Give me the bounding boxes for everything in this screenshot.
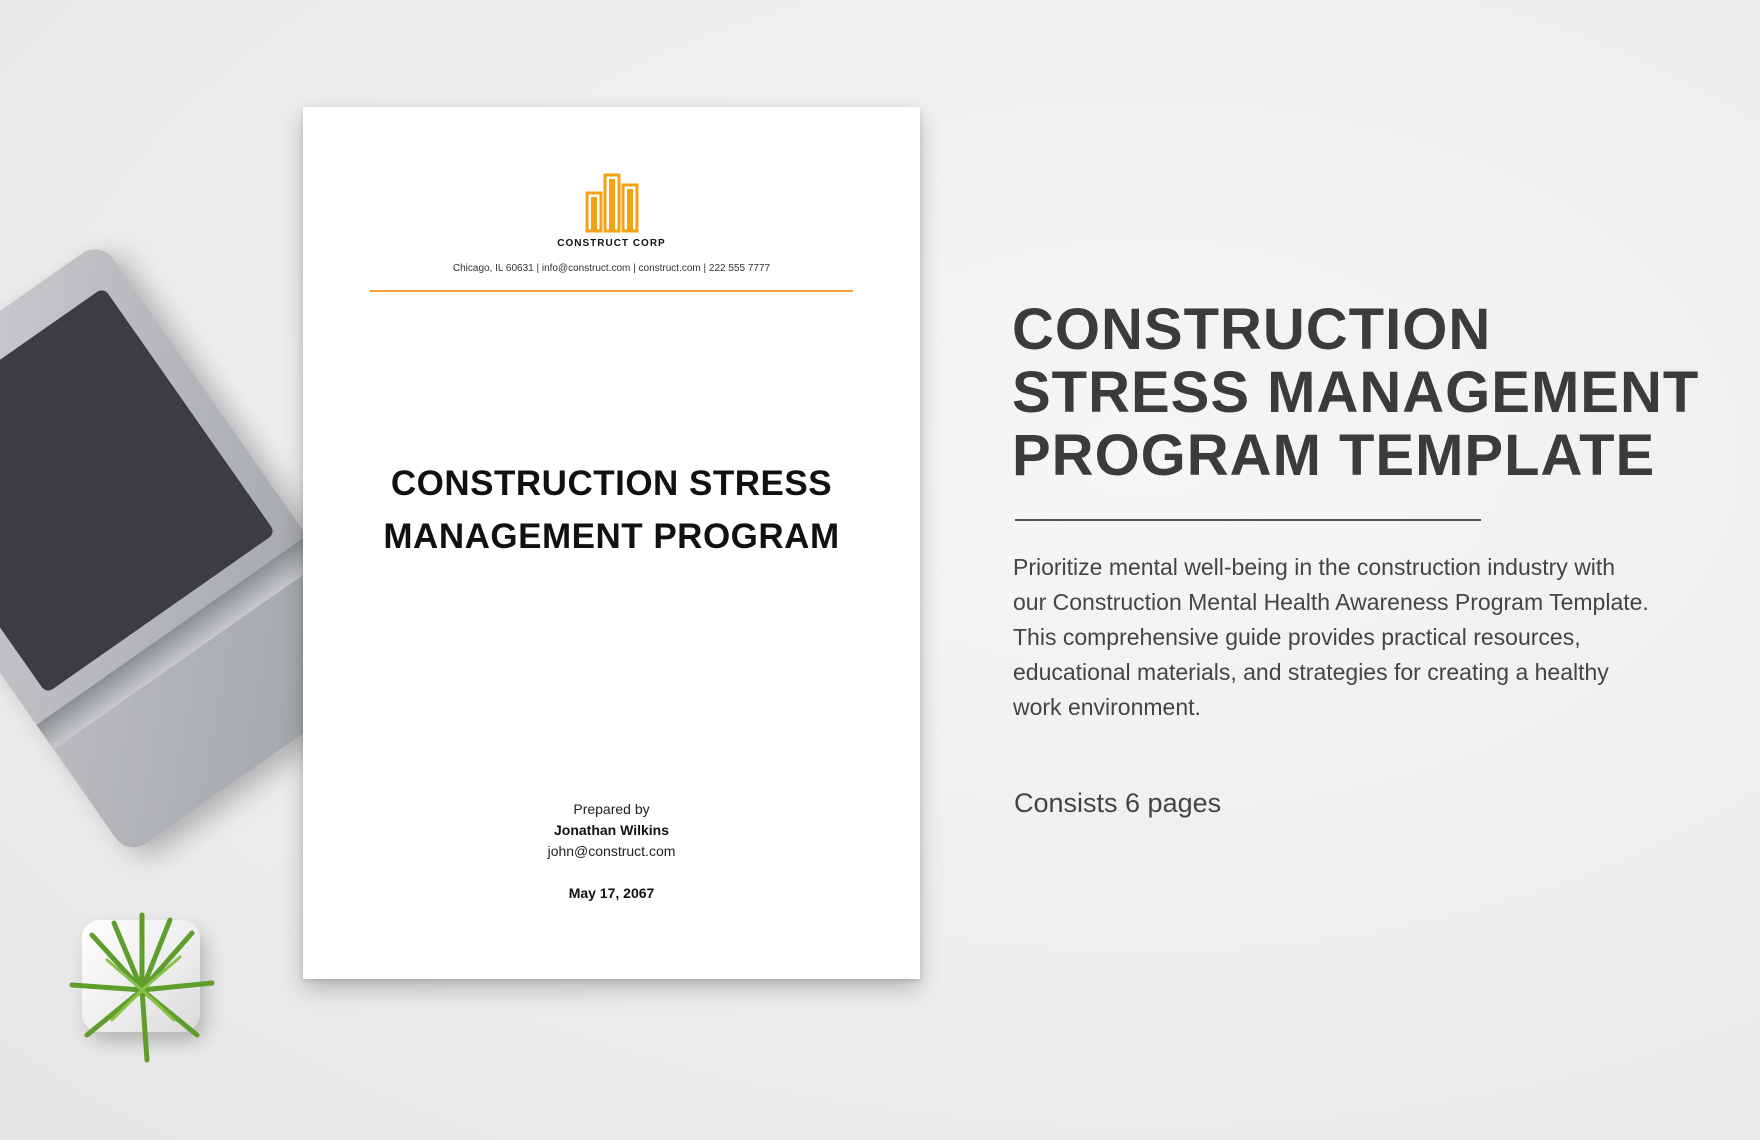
document-title-line2: MANAGEMENT PROGRAM xyxy=(383,517,840,556)
company-contact: Chicago, IL 60631 | info@construct.com | construct.com | 222 555 7777 xyxy=(452,263,771,274)
template-description: Prioritize mental well-being in the construction industry with our Construction Mental Health Awareness Program Template. This comprehensive guide provides practical resources, educational materials, and strategies for creating a healthy work environment. xyxy=(1013,554,1649,720)
building-logo-icon xyxy=(583,171,641,233)
template-title-line2: STRESS MANAGEMENT xyxy=(1012,360,1700,425)
header-divider xyxy=(370,290,853,292)
document-cover xyxy=(303,107,920,979)
company-name: CONSTRUCT CORP xyxy=(557,238,666,249)
title-divider xyxy=(1015,519,1481,521)
prepared-by-label: Prepared by xyxy=(573,801,650,817)
document-date: May 17, 2067 xyxy=(568,885,655,901)
preparer-email: john@construct.com xyxy=(547,843,676,859)
template-title-line3: PROGRAM TEMPLATE xyxy=(1012,423,1656,488)
page-count: Consists 6 pages xyxy=(1014,788,1222,818)
template-title-line1: CONSTRUCTION xyxy=(1012,297,1492,362)
document-title-line1: CONSTRUCTION STRESS xyxy=(390,464,833,503)
preparer-name: Jonathan Wilkins xyxy=(553,822,669,838)
plant-decoration xyxy=(52,895,232,1075)
template-title xyxy=(1012,298,1732,487)
document-title xyxy=(303,457,920,563)
